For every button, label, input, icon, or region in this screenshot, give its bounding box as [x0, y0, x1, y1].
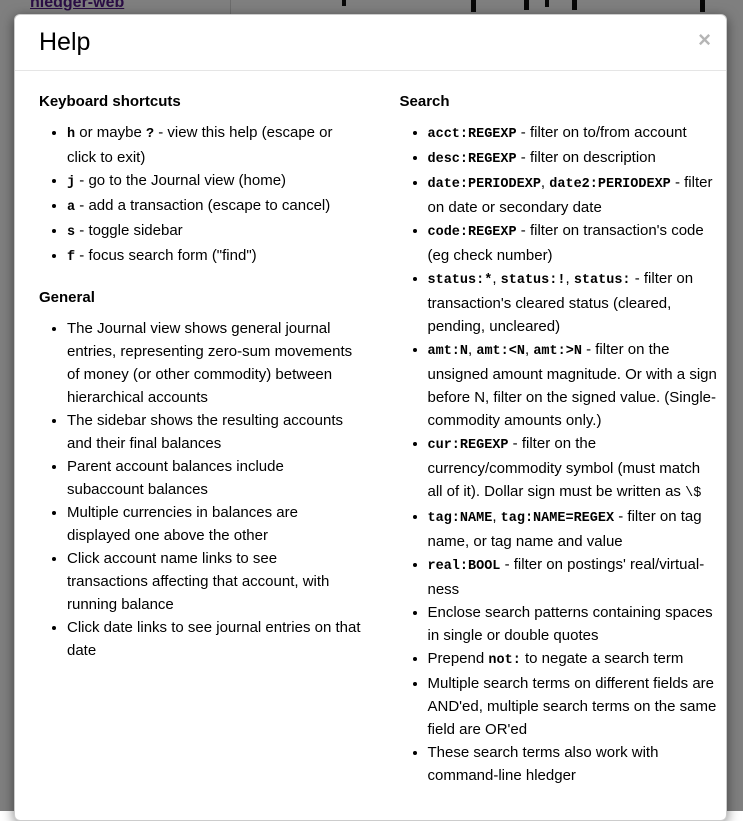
list-item [428, 553, 719, 601]
text-segment: Multiple search terms on different fields are AND'ed, multiple search terms on the same field are OR'ed [428, 675, 717, 738]
text-segment: - filter on the currency/commodity symbol (must match all of it). Dollar sign must be written as [428, 435, 701, 500]
text-segment: Click date links to see journal entries on that date [67, 619, 361, 659]
text-segment: - filter on the unsigned amount magnitude. Or with a sign before N, filter on the signed value. (Single-commodity amounts only.) [428, 341, 717, 429]
text-segment: to negate a search term [521, 650, 684, 667]
close-icon[interactable]: × [698, 29, 711, 51]
list-item [67, 169, 361, 194]
code-term: real:BOOL [428, 559, 501, 574]
text-segment: - toggle sidebar [75, 222, 183, 239]
general-list [39, 317, 361, 662]
text-segment: , [492, 508, 500, 525]
text-segment: - filter on to/from account [517, 124, 687, 141]
section-heading: Search [400, 93, 719, 110]
modal-title: Help [39, 29, 711, 57]
left-column [15, 93, 371, 799]
code-term: amt:<N [476, 344, 525, 359]
code-term: acct:REGEXP [428, 127, 517, 142]
code-term: not: [488, 653, 520, 668]
text-segment: - go to the Journal view (home) [75, 172, 286, 189]
section-keyboard-shortcuts [25, 93, 361, 269]
text-segment: - focus search form ("find") [75, 247, 257, 264]
text-segment: The sidebar shows the resulting accounts and their final balances [67, 412, 343, 452]
code-term: j [67, 175, 75, 190]
list-item [428, 267, 719, 338]
code-term: cur:REGEXP [428, 438, 509, 453]
code-term: date:PERIODEXP [428, 177, 541, 192]
text-segment: , [525, 341, 533, 358]
section-search [386, 93, 719, 787]
text-segment: Prepend [428, 650, 489, 667]
text-segment: - filter on transaction's code (eg check number) [428, 222, 704, 264]
text-segment: - filter on date or secondary date [428, 174, 713, 216]
text-segment: Click account name links to see transactions affecting that account, with running balance [67, 550, 329, 613]
code-term: amt:N [428, 344, 469, 359]
text-segment: Parent account balances include subaccount balances [67, 458, 284, 498]
text-segment: - filter on transaction's cleared status (cleared, pending, uncleared) [428, 270, 694, 335]
section-general [25, 289, 361, 662]
text-segment: or maybe [75, 124, 146, 141]
list-item [428, 171, 719, 219]
code-term: h [67, 127, 75, 142]
help-modal [14, 14, 727, 821]
code-term: ? [146, 127, 154, 142]
list-item [67, 501, 361, 547]
section-heading: Keyboard shortcuts [39, 93, 361, 110]
code-term: a [67, 200, 75, 215]
code-term: code:REGEXP [428, 225, 517, 240]
list-item [428, 121, 719, 146]
text-segment: , [492, 270, 500, 287]
list-item [428, 741, 719, 787]
list-item [67, 616, 361, 662]
list-item [67, 547, 361, 616]
text-segment: Multiple currencies in balances are displayed one above the other [67, 504, 298, 544]
list-item [428, 601, 719, 647]
section-heading: General [39, 289, 361, 306]
keyboard-shortcuts-list [39, 121, 361, 269]
text-segment: - add a transaction (escape to cancel) [75, 197, 330, 214]
list-item [67, 219, 361, 244]
list-item [428, 146, 719, 171]
text-segment: - filter on postings' real/virtual-ness [428, 556, 705, 598]
list-item [67, 317, 361, 409]
list-item [428, 647, 719, 672]
list-item [67, 194, 361, 219]
code-term: amt:>N [533, 344, 582, 359]
text-segment: - filter on tag name, or tag name and value [428, 508, 702, 550]
code-term: status:* [428, 273, 493, 288]
list-item [428, 219, 719, 267]
list-item [428, 432, 719, 505]
code-term: tag:NAME=REGEX [501, 511, 614, 526]
text-segment: , [468, 341, 476, 358]
code-term: status:! [501, 273, 566, 288]
text-segment: , [541, 174, 549, 191]
code-term: date2:PERIODEXP [549, 177, 671, 192]
code-term: tag:NAME [428, 511, 493, 526]
modal-body [15, 71, 726, 820]
text-segment: , [565, 270, 573, 287]
text-segment: - filter on description [517, 149, 656, 166]
list-item [67, 244, 361, 269]
code-term: f [67, 250, 75, 265]
text-segment: - view this help (escape or click to exit) [67, 124, 333, 166]
code-term: desc:REGEXP [428, 152, 517, 167]
code-term: \$ [685, 486, 701, 501]
text-segment: Enclose search patterns containing spaces in single or double quotes [428, 604, 713, 644]
search-list [400, 121, 719, 787]
code-term: s [67, 225, 75, 240]
code-term: status: [574, 273, 631, 288]
text-segment: These search terms also work with command-line hledger [428, 744, 659, 784]
list-item [428, 672, 719, 741]
list-item [67, 455, 361, 501]
list-item [67, 121, 361, 169]
list-item [67, 409, 361, 455]
list-item [428, 338, 719, 432]
text-segment: The Journal view shows general journal entries, representing zero-sum movements of money (or other commodity) between hierarchical accounts [67, 320, 352, 406]
modal-header [15, 15, 726, 71]
right-column [371, 93, 727, 799]
list-item [428, 505, 719, 553]
